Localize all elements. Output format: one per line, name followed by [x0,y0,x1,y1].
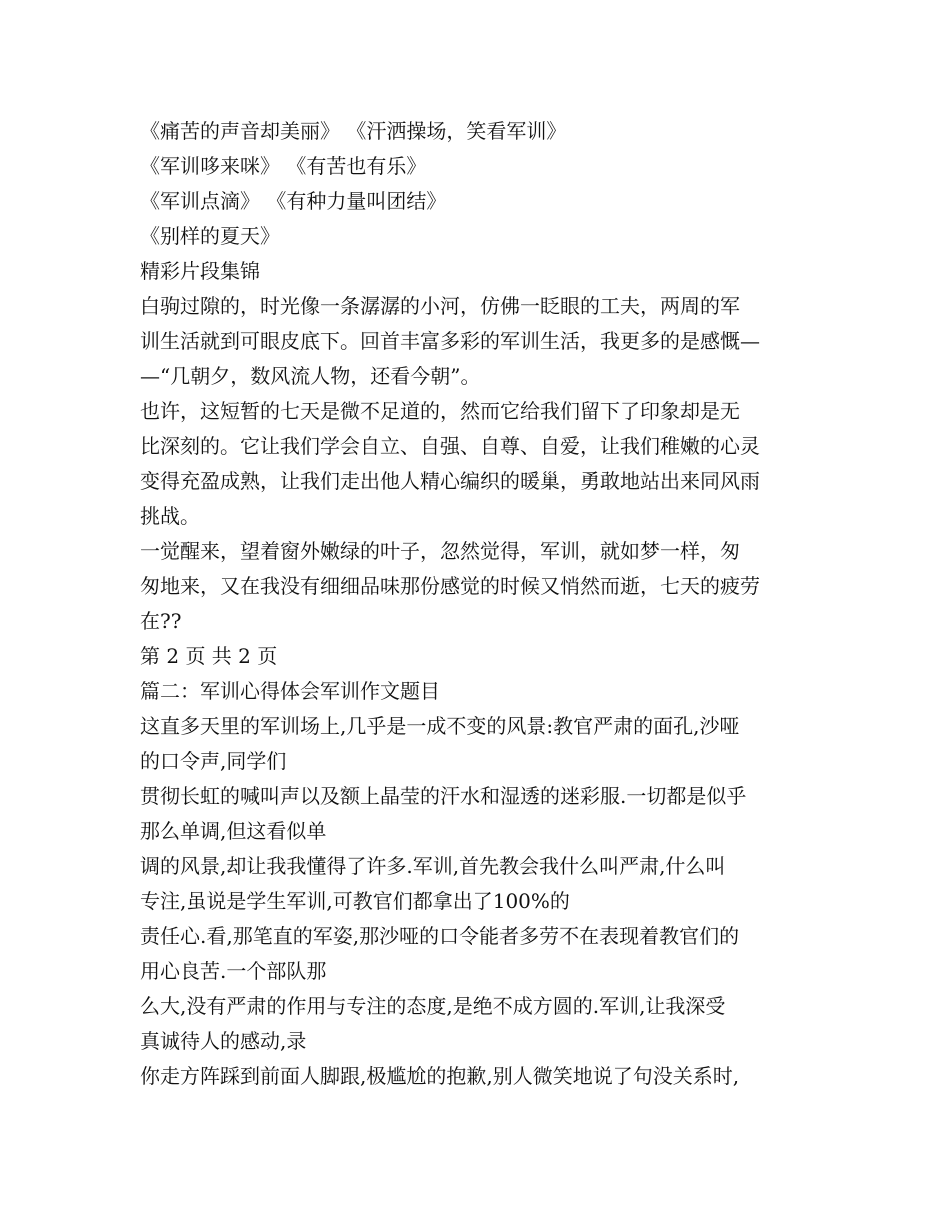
text-line: 《军训点滴》 《有种力量叫团结》 [140,189,447,213]
text-line: 用心良苦.一个部队那 [140,959,327,983]
text-line: 么大,没有严肃的作用与专注的态度,是绝不成方圆的.军训,让我深受 [140,994,726,1018]
text-line: 《别样的夏天》 [140,224,280,248]
text-line: 贯彻长虹的喊叫声以及额上晶莹的汗水和湿透的迷彩服.一切都是似乎 [140,784,747,808]
text-line: 专注,虽说是学生军训,可教官们都拿出了100%的 [140,889,570,913]
text-line: 白驹过隙的，时光像一条潺潺的小河，仿佛一眨眼的工夫，两周的军 [140,294,740,318]
text-line: —“几朝夕，数风流人物，还看今朝”。 [140,364,481,388]
section-heading: 精彩片段集锦 [140,259,260,283]
text-line: 《军训哆来咪》 《有苦也有乐》 [140,154,427,178]
text-line: 那么单调,但这看似单 [140,819,327,843]
text-line: 真诚待人的感动,录 [140,1029,307,1053]
text-line: 这直多天里的军训场上,几乎是一成不变的风景:教官严肃的面孔,沙哑 [140,714,740,738]
text-line: 的口令声,同学们 [140,749,287,773]
section-title: 篇二：军训心得体会军训作文题目 [140,679,440,703]
text-line: 你走方阵踩到前面人脚跟,极尴尬的抱歉,别人微笑地说了句没关系时, [140,1064,740,1088]
page-number: 第 2 页 共 2 页 [140,644,278,668]
text-line: 匆地来，又在我没有细细品味那份感觉的时候又悄然而逝，七天的疲劳 [140,574,760,598]
text-line: 责任心.看,那笔直的军姿,那沙哑的口令能者多劳不在表现着教官们的 [140,924,740,948]
text-line: 调的风景,却让我我懂得了许多.军训,首先教会我什么叫严肃,什么叫 [140,854,726,878]
text-line: 比深刻的。它让我们学会自立、自强、自尊、自爱，让我们稚嫩的心灵 [140,434,760,458]
text-line: 挑战。 [140,504,200,528]
text-line: 训生活就到可眼皮底下。回首丰富多彩的军训生活，我更多的是感慨— [140,329,760,353]
text-line: 在?? [140,609,182,633]
text-line: 变得充盈成熟，让我们走出他人精心编织的暖巢，勇敢地站出来同风雨 [140,469,760,493]
text-line: 一觉醒来，望着窗外嫩绿的叶子，忽然觉得，军训，就如梦一样，匆 [140,539,740,563]
text-line: 《痛苦的声音却美丽》 《汗洒操场，笑看军训》 [140,119,567,143]
text-line: 也许，这短暂的七天是微不足道的，然而它给我们留下了印象却是无 [140,399,740,423]
